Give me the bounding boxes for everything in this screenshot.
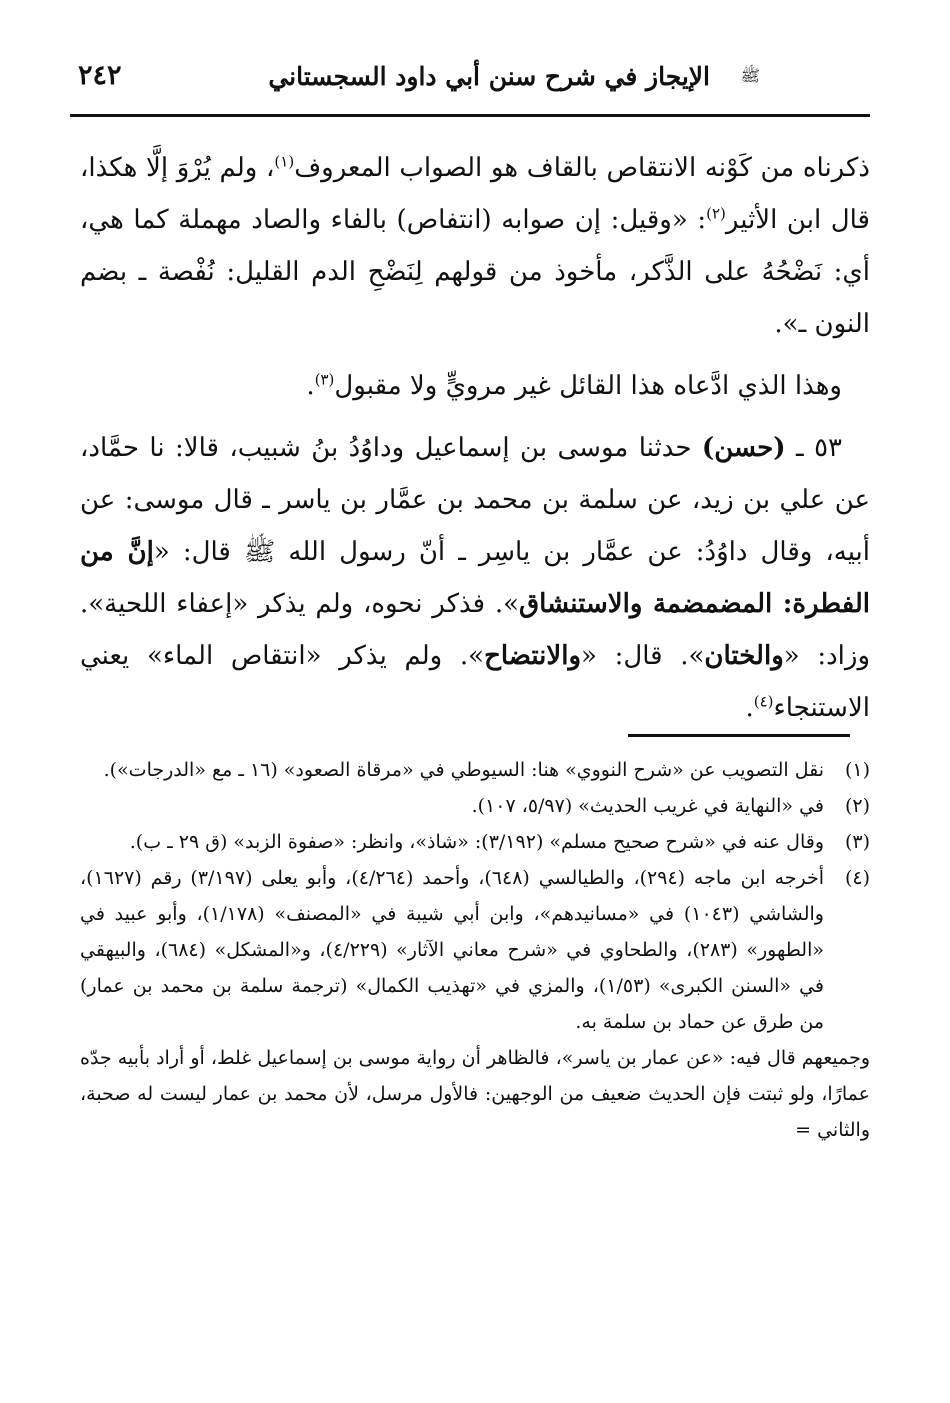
main-text: [80, 142, 870, 744]
footnote-ref: (٤): [753, 692, 774, 711]
text-run: ». فذكر نحوه، ولم يذكر «إعفاء اللحية». وزاد: «: [80, 589, 870, 671]
hadith-text: إنَّ من الفطرة: المضمضمة والاستنشاق: [80, 537, 870, 619]
text-run: ». ولم يذكر «انتقاص الماء» يعني الاستنجاء: [80, 641, 870, 723]
hadith-number: ٥٣ ـ: [785, 433, 842, 463]
paragraph: [80, 142, 870, 350]
footnote-ref: (٢): [706, 204, 726, 223]
text-run: ذكرناه من كَوْنه الانتقاص بالقاف هو الصواب المعروف: [294, 153, 870, 183]
footnote-text: أخرجه ابن ماجه (٢٩٤)، والطيالسي (٦٤٨)، وأحمد (٤/٢٦٤)، وأبو يعلى (٣/١٩٧) رقم (١٦٢٧)، والشاشي (١٠٤٣) في «مسانيدهم»، وابن أبي شيبة في «المصنف» (١/١٧٨)، وأبو عبيد في «الطهور» (٢٨٣)، والطحاوي في «شرح معاني الآثار» (٤/٢٢٩)، و«المشكل» (٦٨٤)، والبيهقي في «السنن الكبرى» (١/٥٣)، والمزي في «تهذيب الكمال» (ترجمة سلمة بن محمد بن عمار) من طرق عن حماد بن سلمة به.: [80, 867, 825, 1033]
footnote-number: (١): [844, 759, 870, 781]
footnote: [80, 752, 870, 788]
footnote: [80, 860, 870, 1040]
text-run: .: [306, 371, 315, 401]
footnote-ref: (٣): [314, 370, 335, 389]
honorific-seal: ﷺ: [740, 66, 760, 85]
footnote-text: في «النهاية في غريب الحديث» (٥/٩٧، ١٠٧).: [471, 795, 824, 817]
footnote-continuation: وجميعهم قال فيه: «عن عمار بن ياسر»، فالظاهر أن رواية موسى بن إسماعيل غلط، أو أراد بأبيه جدّه عمارًا، ولو ثبتت فإن الحديث ضعيف من الوجهين: فالأول مرسل، لأن محمد بن عمار ليست له صحبة، والثاني =: [80, 1047, 870, 1141]
footnote-number: (٢): [844, 795, 870, 817]
footnote-number: (٤): [844, 867, 870, 889]
paragraph: [80, 360, 870, 412]
text-run: ». قال: «: [581, 641, 705, 671]
footnote-number: (٣): [844, 831, 870, 853]
hadith-text: والختان: [704, 641, 784, 671]
page-header: [70, 58, 870, 102]
page-number: ٢٤٢: [78, 60, 122, 91]
footnote-text: وقال عنه في «شرح صحيح مسلم» (٣/١٩٢): «شاذ»، وانظر: «صفوة الزبد» (ق ٢٩ ـ ب).: [129, 831, 824, 853]
footnote-text: نقل التصويب عن «شرح النووي» هنا: السيوطي في «مرقاة الصعود» (١٦ ـ مع «الدرجات»).: [103, 759, 824, 781]
running-title: الإيجاز في شرح سنن أبي داود السجستاني: [268, 62, 710, 91]
hadith-grade: (حسن): [701, 433, 786, 463]
text-run: ، ولم يُرْوَ إلَّا هكذا، قال ابن الأثير: [80, 153, 870, 235]
footnote: [80, 788, 870, 824]
hadith-text: والانتضاح: [484, 641, 582, 671]
text-run: وهذا الذي ادَّعاه هذا القائل غير مرويٍّ ولا مقبول: [334, 371, 842, 401]
footnote-ref: (١): [274, 152, 295, 171]
text-run: .: [745, 693, 754, 723]
footnote-separator: [628, 734, 850, 737]
text-run: حدثنا موسى بن إسماعيل وداوُدُ بنُ شبيب، قالا: نا حمَّاد، عن علي بن زيد، عن سلمة بن محمد بن عمَّار بن ياسر ـ قال موسى: عن أبيه، وقال داوُدُ: عن عمَّار بن ياسِر ـ أنّ رسول الله ﷺ قال: «: [80, 433, 870, 567]
footnotes: [80, 752, 870, 1148]
footnote: [80, 824, 870, 860]
text-run: : «وقيل: إن صوابه (انتفاص) بالفاء والصاد مهملة كما هي، أي: نَضْحُهُ على الذَّكر، مأخوذ من قولهم لِنَضْحِ الدم القليل: نُفْصة ـ بضم النون ـ».: [80, 205, 870, 339]
header-rule: [70, 114, 870, 117]
hadith-paragraph: [80, 422, 870, 734]
